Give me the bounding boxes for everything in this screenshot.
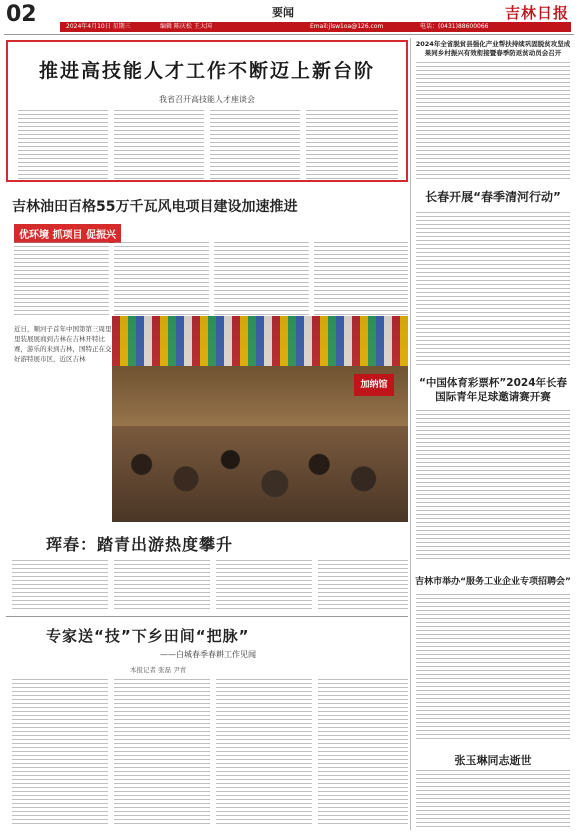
email-line: Email:jlsw1oa@126.com	[310, 23, 384, 30]
topic-tag: 优环境 抓项目 促振兴	[14, 224, 121, 243]
header-info-bar	[60, 22, 571, 32]
editor-line: 编辑 陈庆松 王大国	[160, 23, 212, 30]
section-name: 要闻	[272, 6, 294, 19]
article-body-col	[114, 560, 210, 610]
news-photo-expo	[112, 316, 408, 522]
lead-headline: 推进高技能人才工作不断迈上新台阶	[38, 60, 375, 82]
masthead	[0, 0, 579, 34]
article-body-col	[216, 560, 312, 610]
side-body	[416, 410, 570, 562]
side-headline: 2024年全省脱贫县强化产业帮扶持续巩固脱贫攻坚成果同乡村振兴有效衔接暨春季防返贫动员会召开	[415, 40, 571, 57]
article-experts-countryside	[6, 616, 408, 830]
article-body-col	[14, 242, 109, 316]
side-headline: “中国体育彩票杯”2024年长春国际青年足球邀请赛开赛	[418, 377, 568, 403]
article-body-col	[318, 560, 408, 610]
article-body-col	[114, 242, 209, 316]
article-headline: 珲春：踏青出游热度攀升	[46, 535, 234, 554]
flag-bunting	[112, 316, 408, 366]
article-byline: 本报记者 张磊 尹青	[130, 666, 187, 674]
crowd-image	[112, 426, 408, 522]
lead-subhead: 我省召开高技能人才座谈会	[159, 95, 255, 104]
side-article-football	[414, 376, 572, 566]
lead-body-col	[18, 110, 108, 180]
article-spring-travel	[6, 528, 408, 612]
article-body-col	[12, 560, 108, 610]
article-body-col	[314, 242, 408, 316]
lead-body-col	[210, 110, 300, 180]
article-body-col	[216, 679, 312, 827]
date-line: 2024年4月10日 星期三	[66, 23, 131, 30]
side-body	[416, 62, 570, 180]
article-body-col	[318, 679, 408, 827]
article-body-col	[12, 679, 108, 827]
article-headline: 吉林油田百格55万千瓦风电项目建设加速推进	[12, 199, 298, 215]
article-headline: 专家送“技”下乡田间“把脉”	[46, 627, 250, 645]
side-body	[416, 594, 570, 742]
side-article-river	[414, 188, 572, 372]
side-headline: 张玉琳同志逝世	[454, 754, 532, 767]
side-article-meeting	[414, 40, 572, 182]
lead-body-col	[306, 110, 398, 180]
page-number: 02	[6, 2, 37, 27]
side-body	[416, 212, 570, 368]
column-divider	[410, 38, 411, 830]
header-rule	[4, 34, 574, 35]
side-headline: 长春开展“春季清河行动”	[425, 190, 561, 204]
pavilion-sign: 加纳馆	[354, 374, 394, 396]
article-body-col	[214, 242, 309, 316]
photo-caption: 近日，顺河子首年中国第第三周里里装展展商到吉林在吉林开特比赛，游乐的来到吉林，国特正在交好游特展市区，近区吉林	[14, 325, 112, 363]
side-body	[416, 770, 570, 828]
lead-article	[6, 40, 408, 182]
lead-body-col	[114, 110, 204, 180]
side-article-jobs	[414, 574, 572, 746]
article-subhead: ——白城春季春耕工作见闻	[160, 650, 256, 659]
article-body-col	[114, 679, 210, 827]
newspaper-logo: 吉林日报	[504, 4, 569, 22]
phone-line: 电话：(0431)88600066	[420, 23, 489, 30]
side-article-obituary	[414, 752, 572, 830]
side-headline: 吉林市举办“服务工业企业专项招聘会”	[415, 577, 571, 587]
